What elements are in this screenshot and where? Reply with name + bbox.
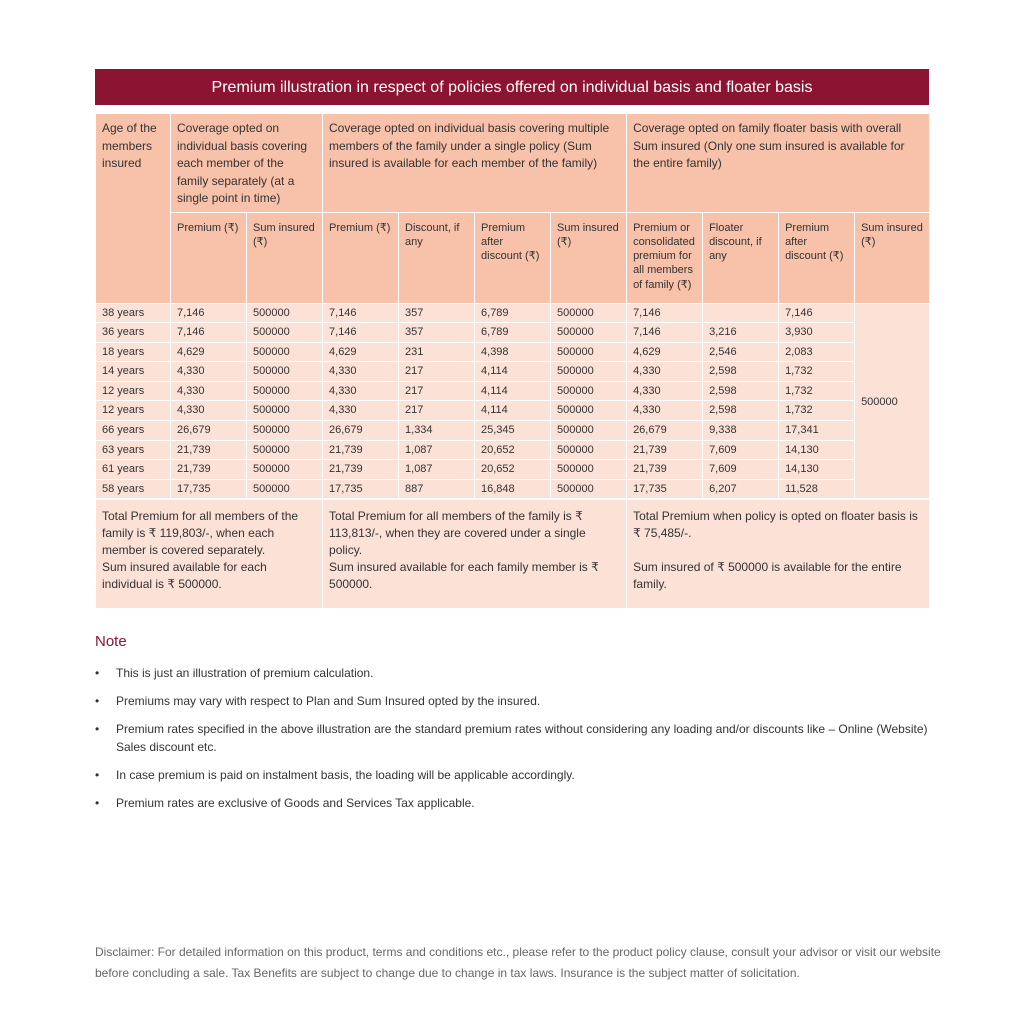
table-cell: 2,598 bbox=[703, 381, 779, 401]
table-cell: 17,735 bbox=[171, 479, 247, 499]
subheader: Premium (₹) bbox=[171, 212, 247, 303]
note-text: Premium rates are exclusive of Goods and Services Tax applicable. bbox=[116, 796, 475, 810]
disclaimer: Disclaimer: For detailed information on this product, terms and conditions etc., please refer to the product policy clause, consult your advisor or visit our website before concluding a sale. Tax Benefits are subject to change due to change in tax laws. Insurance is the subject matter of solicitation. bbox=[95, 945, 941, 980]
table-cell: 12 years bbox=[96, 401, 171, 421]
header-row-groups bbox=[96, 114, 930, 213]
table-cell: 2,546 bbox=[703, 342, 779, 362]
table-cell: 4,330 bbox=[627, 362, 703, 382]
totals-individual-single-policy bbox=[323, 499, 627, 609]
table-cell: 500000 bbox=[551, 440, 627, 460]
totals-text: Sum insured available for each family member is ₹ 500000. bbox=[329, 559, 599, 591]
table-cell: 20,652 bbox=[475, 440, 551, 460]
table-cell: 231 bbox=[399, 342, 475, 362]
header-group-individual-single-policy: Coverage opted on individual basis covering multiple members of the family under a single policy (Sum insured is available for each member of the family) bbox=[323, 114, 627, 213]
table-cell: 26,679 bbox=[171, 421, 247, 441]
table-banner-title: Premium illustration in respect of policies offered on individual basis and floater basis bbox=[95, 69, 929, 105]
table-cell: 7,146 bbox=[323, 323, 399, 343]
table-cell: 217 bbox=[399, 401, 475, 421]
table-cell: 500000 bbox=[551, 421, 627, 441]
note-title: Note bbox=[95, 633, 127, 650]
table-cell: 58 years bbox=[96, 479, 171, 499]
table-cell: 21,739 bbox=[323, 440, 399, 460]
table-cell: 500000 bbox=[247, 323, 323, 343]
note-item bbox=[95, 766, 935, 784]
table-cell: 63 years bbox=[96, 440, 171, 460]
table-cell: 4,330 bbox=[627, 401, 703, 421]
table-cell: 4,114 bbox=[475, 362, 551, 382]
totals-individual-separate bbox=[96, 499, 323, 609]
subheader: Sum insured (₹) bbox=[551, 212, 627, 303]
subheader: Premium or consolidated premium for all members of family (₹) bbox=[627, 212, 703, 303]
note-text: In case premium is paid on instalment basis, the loading will be applicable accordingly. bbox=[116, 768, 575, 782]
note-item bbox=[95, 720, 935, 756]
table-cell: 4,330 bbox=[171, 401, 247, 421]
totals-text: Total Premium for all members of the family is ₹ 113,813/-, when they are covered under a single policy. bbox=[329, 508, 586, 557]
table-cell: 6,789 bbox=[475, 303, 551, 323]
note-text: Premiums may vary with respect to Plan and Sum Insured opted by the insured. bbox=[116, 694, 541, 708]
table-row bbox=[96, 479, 930, 499]
table-cell: 4,330 bbox=[171, 362, 247, 382]
table-cell bbox=[703, 303, 779, 323]
table-cell: 500000 bbox=[247, 401, 323, 421]
table-cell: 217 bbox=[399, 362, 475, 382]
note-item bbox=[95, 664, 935, 682]
table-cell: 2,598 bbox=[703, 401, 779, 421]
table-cell: 1,732 bbox=[779, 381, 855, 401]
table-cell: 21,739 bbox=[627, 460, 703, 480]
header-row-columns bbox=[96, 212, 930, 303]
table-cell: 7,146 bbox=[323, 303, 399, 323]
table-cell: 18 years bbox=[96, 342, 171, 362]
table-cell: 7,146 bbox=[171, 323, 247, 343]
table-cell: 500000 bbox=[247, 421, 323, 441]
header-group-floater: Coverage opted on family floater basis with overall Sum insured (Only one sum insured is available for the entire family) bbox=[627, 114, 930, 213]
table-cell: 14,130 bbox=[779, 460, 855, 480]
table-cell: 357 bbox=[399, 323, 475, 343]
table-cell: 2,598 bbox=[703, 362, 779, 382]
note-item bbox=[95, 692, 935, 710]
table-cell: 4,629 bbox=[171, 342, 247, 362]
table-row bbox=[96, 460, 930, 480]
table-cell: 17,735 bbox=[323, 479, 399, 499]
table-cell: 1,732 bbox=[779, 401, 855, 421]
totals-text: Total Premium when policy is opted on floater basis is ₹ 75,485/-. bbox=[633, 508, 918, 540]
table-cell: 500000 bbox=[247, 440, 323, 460]
note-list bbox=[95, 664, 935, 822]
table-cell: 500000 bbox=[551, 460, 627, 480]
table-cell: 66 years bbox=[96, 421, 171, 441]
premium-illustration bbox=[95, 69, 929, 609]
table-cell: 500000 bbox=[247, 479, 323, 499]
bullet-icon: • bbox=[95, 666, 100, 680]
header-group-individual-separate: Coverage opted on individual basis covering each member of the family separately (at a single point in time) bbox=[171, 114, 323, 213]
table-cell: 4,114 bbox=[475, 401, 551, 421]
table-cell: 1,087 bbox=[399, 460, 475, 480]
subheader: Premium (₹) bbox=[323, 212, 399, 303]
table-cell: 7,146 bbox=[171, 303, 247, 323]
table-cell: 36 years bbox=[96, 323, 171, 343]
table-cell: 2,083 bbox=[779, 342, 855, 362]
table-cell: 500000 bbox=[247, 303, 323, 323]
table-cell: 7,609 bbox=[703, 460, 779, 480]
table-cell: 17,341 bbox=[779, 421, 855, 441]
note-text: This is just an illustration of premium calculation. bbox=[116, 666, 374, 680]
totals-text: Sum insured of ₹ 500000 is available for the entire family. bbox=[633, 559, 902, 591]
table-row bbox=[96, 323, 930, 343]
table-cell: 20,652 bbox=[475, 460, 551, 480]
table-cell: 3,216 bbox=[703, 323, 779, 343]
subheader: Floater discount, if any bbox=[703, 212, 779, 303]
table-row bbox=[96, 440, 930, 460]
floater-sum-insured-cell: 500000 bbox=[855, 303, 930, 499]
table-cell: 1,334 bbox=[399, 421, 475, 441]
table-cell: 3,930 bbox=[779, 323, 855, 343]
table-cell: 4,398 bbox=[475, 342, 551, 362]
table-cell: 11,528 bbox=[779, 479, 855, 499]
totals-text: Total Premium for all members of the family is ₹ 119,803/-, when each member is covered separately. bbox=[102, 508, 299, 557]
table-cell: 500000 bbox=[551, 342, 627, 362]
table-row bbox=[96, 342, 930, 362]
table-cell: 4,330 bbox=[323, 362, 399, 382]
table-cell: 500000 bbox=[551, 303, 627, 323]
table-cell: 7,609 bbox=[703, 440, 779, 460]
table-cell: 12 years bbox=[96, 381, 171, 401]
premium-table bbox=[95, 113, 930, 609]
table-cell: 26,679 bbox=[627, 421, 703, 441]
note-text: Premium rates specified in the above illustration are the standard premium rates without considering any loading and/or discounts like – Online (Website) Sales discount etc. bbox=[116, 722, 928, 754]
table-cell: 7,146 bbox=[779, 303, 855, 323]
table-row bbox=[96, 421, 930, 441]
table-cell: 21,739 bbox=[171, 460, 247, 480]
totals-floater bbox=[627, 499, 930, 609]
table-cell: 500000 bbox=[247, 362, 323, 382]
table-cell: 21,739 bbox=[323, 460, 399, 480]
table-cell: 500000 bbox=[551, 323, 627, 343]
table-cell: 38 years bbox=[96, 303, 171, 323]
table-row bbox=[96, 362, 930, 382]
header-age: Age of the members insured bbox=[96, 114, 171, 304]
subheader: Sum insured (₹) bbox=[247, 212, 323, 303]
bullet-icon: • bbox=[95, 768, 100, 782]
bullet-icon: • bbox=[95, 694, 100, 708]
bullet-icon: • bbox=[95, 796, 100, 810]
table-cell: 500000 bbox=[551, 362, 627, 382]
table-cell: 500000 bbox=[247, 342, 323, 362]
table-cell: 25,345 bbox=[475, 421, 551, 441]
table-cell: 4,330 bbox=[323, 381, 399, 401]
table-cell: 887 bbox=[399, 479, 475, 499]
table-cell: 500000 bbox=[247, 381, 323, 401]
totals-text: Sum insured available for each individual is ₹ 500000. bbox=[102, 559, 267, 591]
table-cell: 9,338 bbox=[703, 421, 779, 441]
table-cell: 1,732 bbox=[779, 362, 855, 382]
table-row bbox=[96, 303, 930, 323]
subheader: Premium after discount (₹) bbox=[779, 212, 855, 303]
table-cell: 500000 bbox=[551, 401, 627, 421]
table-cell: 4,114 bbox=[475, 381, 551, 401]
table-cell: 61 years bbox=[96, 460, 171, 480]
table-cell: 1,087 bbox=[399, 440, 475, 460]
table-cell: 7,146 bbox=[627, 323, 703, 343]
subheader: Premium after discount (₹) bbox=[475, 212, 551, 303]
table-cell: 21,739 bbox=[627, 440, 703, 460]
table-cell: 4,330 bbox=[323, 401, 399, 421]
table-row bbox=[96, 401, 930, 421]
table-cell: 6,207 bbox=[703, 479, 779, 499]
subheader: Discount, if any bbox=[399, 212, 475, 303]
subheader: Sum insured (₹) bbox=[855, 212, 930, 303]
table-cell: 500000 bbox=[247, 460, 323, 480]
table-cell: 4,629 bbox=[323, 342, 399, 362]
bullet-icon: • bbox=[95, 722, 100, 736]
table-cell: 4,629 bbox=[627, 342, 703, 362]
note-item bbox=[95, 794, 935, 812]
table-cell: 26,679 bbox=[323, 421, 399, 441]
table-cell: 14,130 bbox=[779, 440, 855, 460]
table-cell: 14 years bbox=[96, 362, 171, 382]
table-cell: 357 bbox=[399, 303, 475, 323]
table-cell: 16,848 bbox=[475, 479, 551, 499]
table-cell: 500000 bbox=[551, 479, 627, 499]
table-cell: 4,330 bbox=[627, 381, 703, 401]
table-row bbox=[96, 381, 930, 401]
table-cell: 500000 bbox=[551, 381, 627, 401]
table-cell: 217 bbox=[399, 381, 475, 401]
table-cell: 4,330 bbox=[171, 381, 247, 401]
table-cell: 17,735 bbox=[627, 479, 703, 499]
totals-row bbox=[96, 499, 930, 609]
table-cell: 21,739 bbox=[171, 440, 247, 460]
table-cell: 7,146 bbox=[627, 303, 703, 323]
table-cell: 6,789 bbox=[475, 323, 551, 343]
